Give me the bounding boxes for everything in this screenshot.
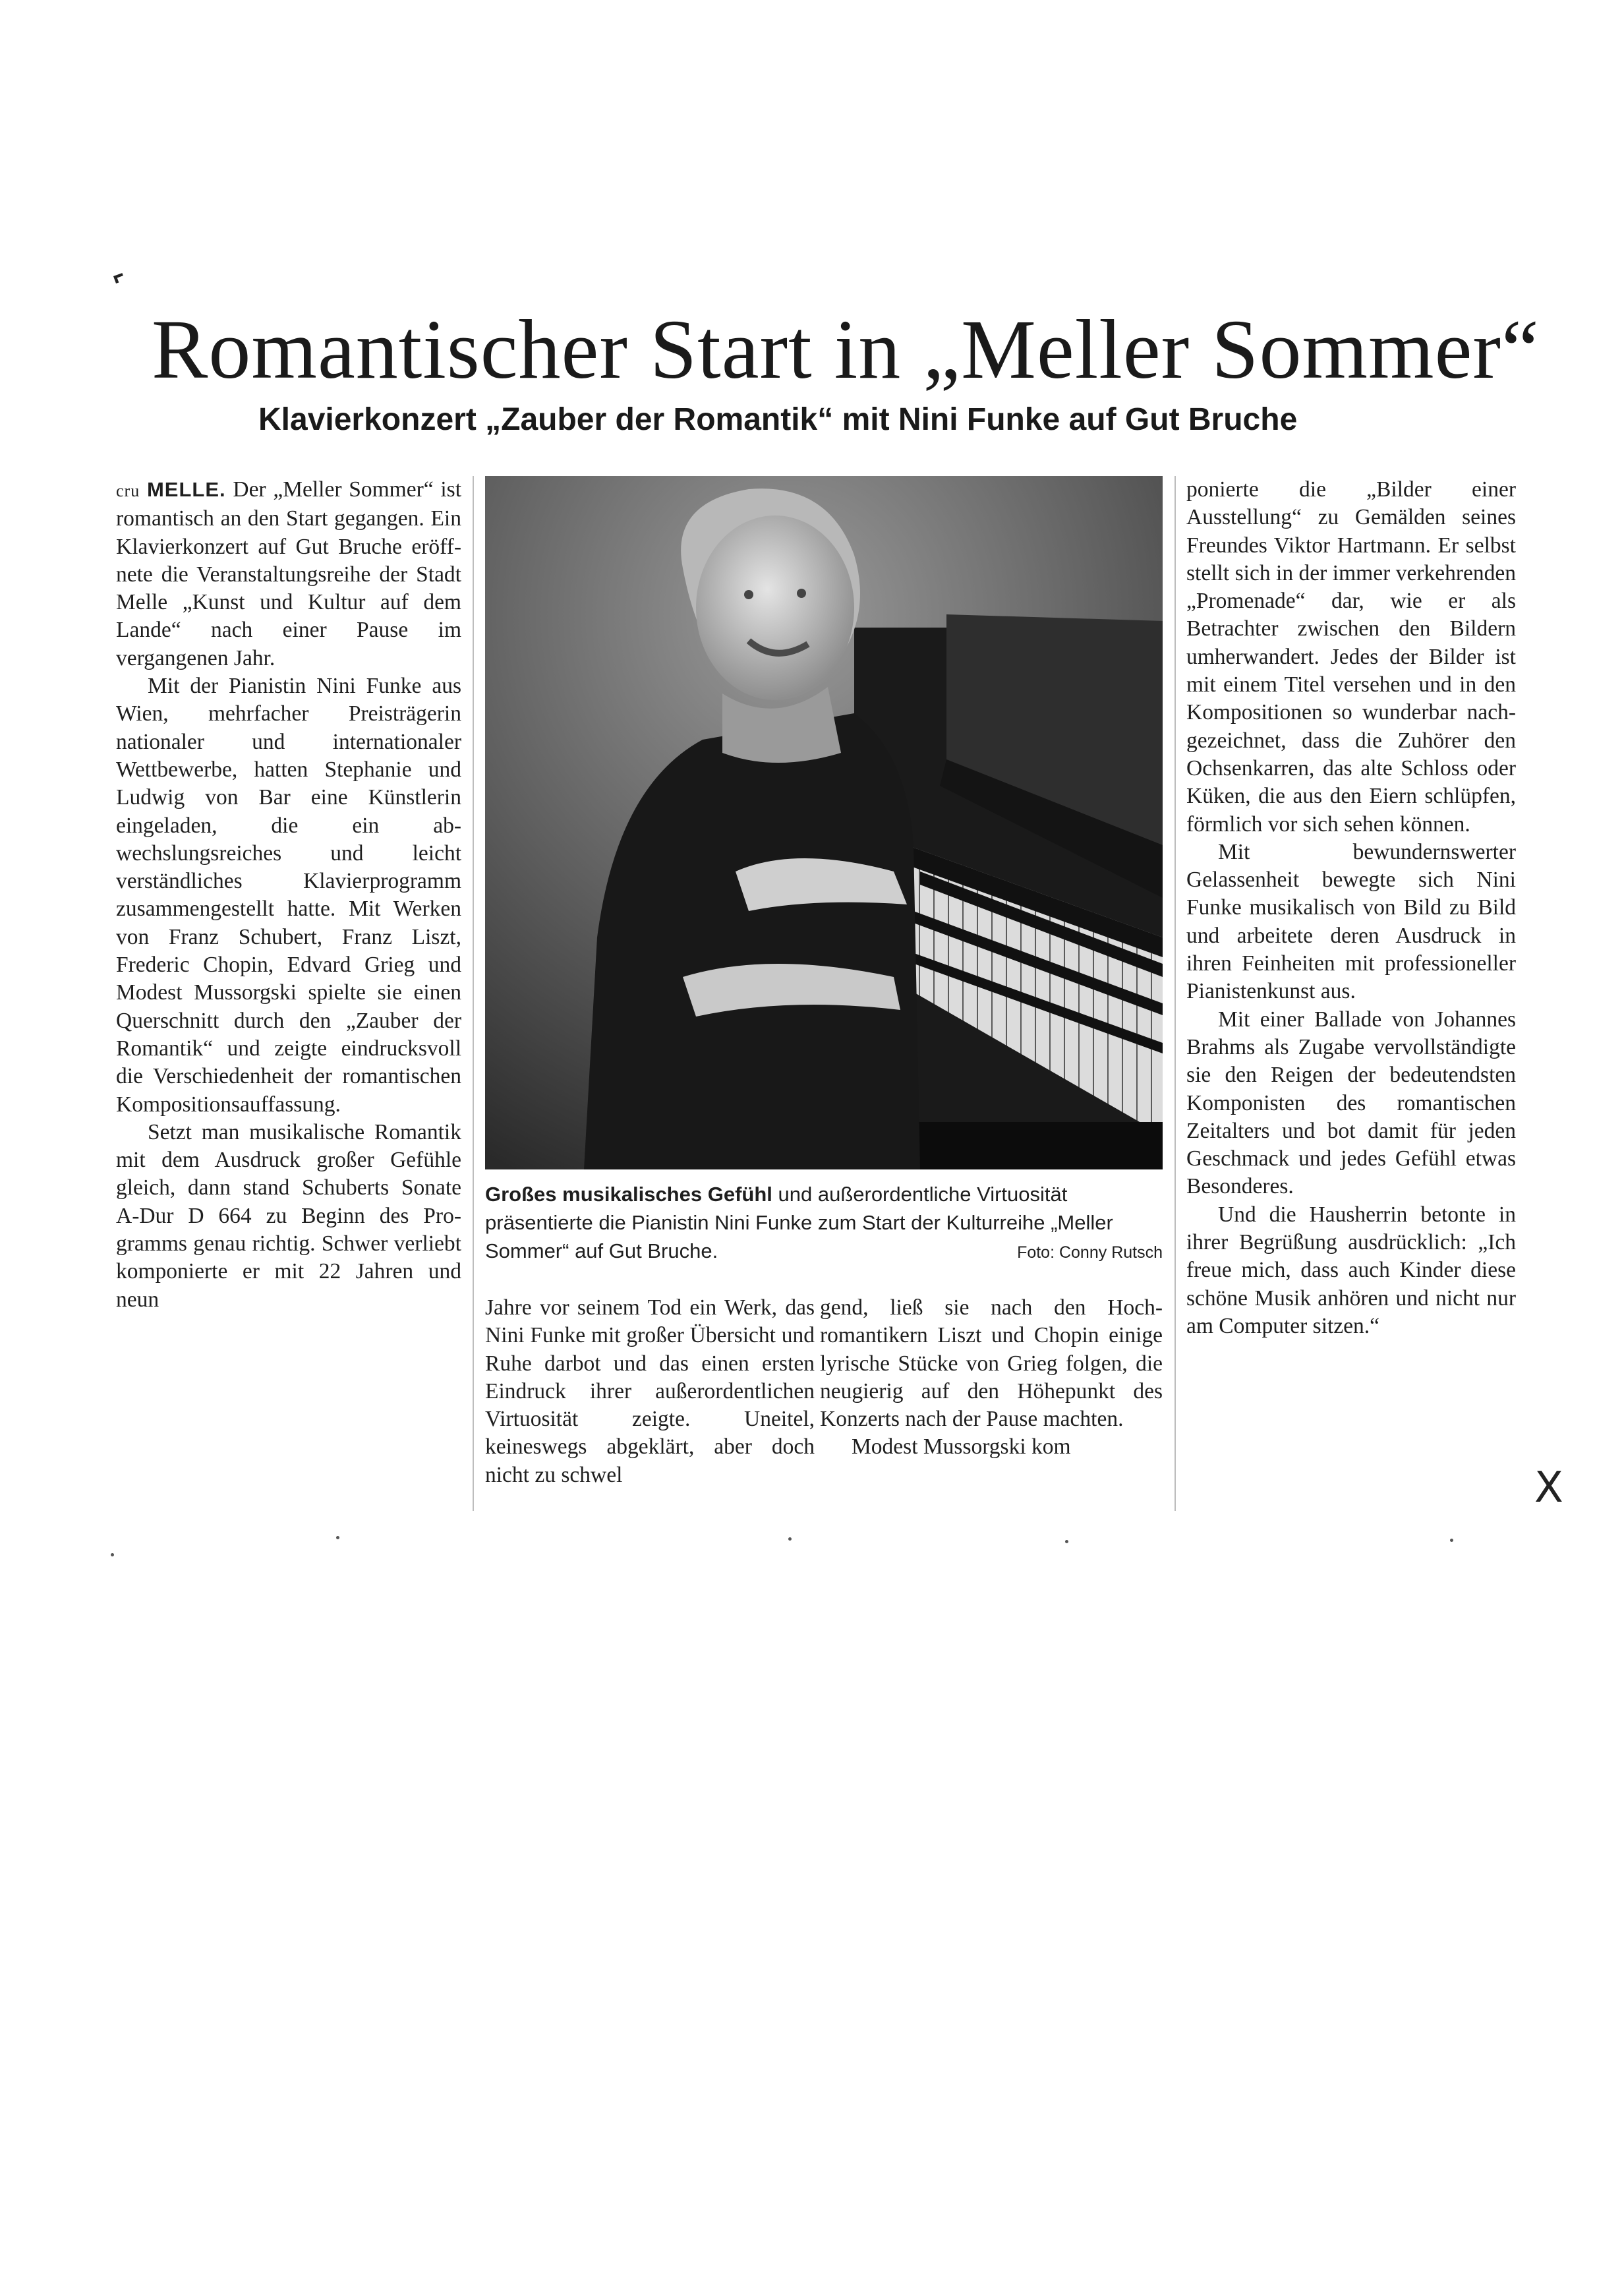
- article-paragraph: ponierte die „Bilder einer Ausstellung“ zu Gemälden seines Freundes Viktor Hartmann. Er selbst stellt sich in der immer verkehrenden „Promenade“ dar, wie er als Betrachter zwischen den Bildern umherwandert. Jedes der Bilder ist mit einem Titel versehen und in den Kompositionen so wunderbar nachgezeichnet, dass die Zuhörer den Ochsenkarren, das alte Schloss oder Küken, die aus den Eiern schlüpfen, förmlich vor sich sehen können.: [1186, 477, 1516, 837]
- subheadline: Klavierkonzert „Zauber der Romantik“ mit Nini Funke auf Gut Bruche: [258, 402, 1298, 437]
- pianist-photo: [485, 476, 1163, 1169]
- column-rule: [1174, 476, 1176, 1511]
- article-paragraph: gend, ließ sie nach den Hochromantikern Liszt und Chopin einige lyrische Stücke von Grieg folgen, die neugierig auf den Höhepunkt des Konzerts nach der Pause machten.: [820, 1295, 1163, 1432]
- column-rule: [473, 476, 474, 1511]
- caption-lead: Großes musikalisches Gefühl: [485, 1183, 772, 1206]
- article-paragraph: Mit der Pianistin Nini Funke aus Wien, mehrfacher Preisträgerin nationaler und internationaler Wettbewerbe, hatten Stephanie und Ludwig von Bar eine Künstlerin eingeladen, die ein abwechslungsreiches und leicht verständliches Klavierprogramm zusammengestellt hatte. Mit Werken von Franz Schubert, Franz Liszt, Frederic Chopin, Edvard Grieg und Modest Mussorgski spielte sie einen Querschnitt durch den „Zauber der Romantik“ und zeigte eindrucksvoll die Verschiedenheit der romantischen Kompositionsauffassung.: [116, 674, 461, 1117]
- article-column-3: [820, 1294, 1163, 1461]
- scan-speck: [336, 1536, 339, 1539]
- headline: Romantischer Start in „Meller Sommer“: [152, 303, 1540, 396]
- article-column-4: [1186, 476, 1516, 1340]
- corner-pen-mark: ˹: [107, 262, 141, 320]
- article-paragraph: Mit bewundernswerter Gelassenheit bewegte sich Nini Funke musikalisch von Bild zu Bild und arbeitete deren Ausdruck in ihren Feinheiten mit professioneller Pianistenkunst aus.: [1186, 839, 1516, 1004]
- paragraph-text: Der „Meller Sommer“ ist romantisch an den Start gegangen. Ein Klavierkonzert auf Gut Bruche eröffnete die Veranstaltungsreihe der Stadt Melle „Kunst und Kultur auf dem Lande“ nach einer Pause im vergangenen Jahr.: [116, 477, 462, 670]
- photo-credit: Foto: Conny Rutsch: [1017, 1243, 1163, 1262]
- article-paragraph: Mit einer Ballade von Johannes Brahms als Zugabe vervollständigte sie den Reigen der bedeutendsten Komponisten des romantischen Zeitalters und bot damit für jeden Geschmack und jedes Gefühl etwas Besonderes.: [1186, 1007, 1516, 1199]
- article-paragraph: Und die Hausherrin betonte in ihrer Begrüßung ausdrücklich: „Ich freue mich, dass auch Kinder diese schöne Musik anhören und nicht nur am Computer sitzen.“: [1186, 1202, 1516, 1338]
- caption-text: und außerordentliche Virtuosität präsentierte die Pianistin Nini Funke zum Start der Kulturreihe „Meller Sommer“ auf Gut Bruche.: [485, 1183, 1113, 1262]
- x-pen-mark: X: [1534, 1463, 1563, 1512]
- article-paragraph: Modest Mussorgski kom: [852, 1434, 1071, 1460]
- article-column-2: [485, 1294, 815, 1489]
- article-column-1: [116, 476, 461, 1518]
- scan-speck: [111, 1553, 114, 1556]
- article-paragraph: Jahre vor seinem Tod ein Werk, das Nini Funke mit großer Übersicht und Ruhe darbot und das einen ersten Eindruck ihrer außerordentlichen Virtuosität zeigte. Uneitel, keineswegs abgeklärt, aber doch nicht zu schwel: [485, 1295, 815, 1487]
- author-abbreviation: cru: [116, 481, 140, 500]
- article-paragraph: [116, 476, 461, 672]
- scan-speck: [788, 1537, 792, 1541]
- scan-speck: [1450, 1539, 1453, 1542]
- photo-caption: [485, 1180, 1163, 1267]
- dateline: MELLE.: [146, 478, 226, 501]
- scan-speck: [1065, 1540, 1068, 1543]
- article-paragraph: Setzt man musikalische Romantik mit dem Ausdruck großer Gefühle gleich, dann stand Schuberts Sonate A-Dur D 664 zu Beginn des Programms genau richtig. Schwer verliebt komponierte er mit 22 Jahren und neun: [116, 1119, 461, 1312]
